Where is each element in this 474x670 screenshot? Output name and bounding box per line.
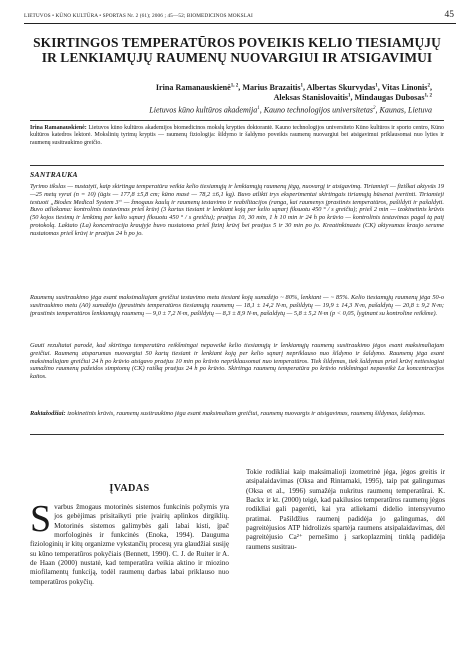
keywords-label: Raktažodžiai: <box>30 410 66 417</box>
author-affiliation-mark: 1, 2 <box>424 93 432 99</box>
intro-right-column <box>246 468 445 552</box>
abstract-heading: SANTRAUKA <box>30 170 78 179</box>
author-name: Irina Ramanauskienė <box>155 83 231 92</box>
intro-right-text: Tokie rodikliai kaip maksimalioji izometrinė jėga, jėgos greitis ir atsipalaidavimas (Oksa and Rintamaki, 1995), taip pat galingumas (Oksa et al., 1996) sumažėja nukritus raumenų temperatūrai. K. Backx ir kt. (2000) teigė, kad pakilusios temperatūros raumenų jėgos rodikliai gali pagerėti, kai yra atliekami didelio intensyvumo pratimai. Pašildžius raumenį padidėja jo galingumas, dėl pagreitėjusios ATP hidrolizės spartėja raumens atsipalaidavimas, dėl pagreitėjusio Ca²⁺ pernešimo į sarkoplazminį tinklą padidėja raumens susitrau- <box>246 468 445 551</box>
author-affiliation-mark: 1, 2 <box>230 83 239 89</box>
drop-cap: S <box>30 498 52 540</box>
author-line-1: Irina Ramanauskienė$^{1, 2}$, Marius Brazaitis$^1$, Albertas Skurvydas$^1$, Vitas Linonis$^2$, <box>155 83 432 92</box>
author-address <box>30 125 444 147</box>
intro-heading: ĮVADAS <box>109 483 150 494</box>
author-name: Vitas Linonis <box>381 83 428 92</box>
author-affiliation-mark: 1 <box>375 83 378 89</box>
affiliation-mark: 1 <box>257 106 260 111</box>
abstract-paragraph-3: Gauti rezultatai parodė, kad skirtinga temperatūra reikšmingai nepaveikė kelio tiesiamųjų ir lenkiamųjų raumenų susitraukimo jėgos esant maksimaliajam greičiui. Raumenų atsparumas nuovargiui 50 kartų tiesiant ir lenkiant koją per kelio sąnarį nepriklauso nuo šildymo ir šaldymo. Raumenų jėga esant maksimaliajam greičiui 24 h po krūvio atsigavo praėjus 10 min po krūvio nepriklausomai nuo temperatūros. Tiek šildymas, tiek šaldymas prieš krūvį netiesiogiai sumažino raumenų pažeidos simptomų (CK) raišką praėjus 24 h po krūvio. Skirtinga raumenų temperatūra po krūvio reikšmingai nepaveikė La koncentracijos kaitos. <box>30 342 444 380</box>
section-rule <box>30 434 444 435</box>
author-name: Albertas Skurvydas <box>306 83 376 92</box>
keywords-text: izokinetinis krūvis, raumenų susitraukimo jėga esant maksimaliam greičiui, raumenų nuovargis ir atsigavimas, raumenų šildymas, šaldymas. <box>65 410 426 417</box>
intro-left-text: varbus žmogaus motorinės sistemos funkcinis požymis yra jos gebėjimas prisitaikyti prie įvairių aplinkos dirgiklių. Motorinės sistemos galimybės gali labai kisti, įpač morfologinės ir funkcinės (Enoka, 1994). Dauguma fiziologinių ir kitų organizme vykstančių procesų yra glaudžiai susiję su kūno temperatūros pokyčiais (Bennett, 1990). C. J. de Ruiter ir A. de Haan (2000) nustatė, kad temperatūra veikia aktino ir miozino miofilamentų funkciją, todėl raumenų darbas labai priklauso nuo temperatūros pokyčių. <box>30 503 229 586</box>
address-lead: Irina Ramanauskienė: <box>30 125 87 131</box>
abstract-paragraph-1: Tyrimo tikslas — nustatyti, kaip skirtinga temperatūra veikia kelio tiesiamųjų ir lenkiamųjų raumenų jėgą, nuovargį ir atsigavimą. Tiriamieji — fiziškai aktyvūs 19—25 metų vyrai (n = 10) (ūgis — 177,8 ±5,8 cm; kūno masė — 78,2 ±6,1 kg). Buvo atlikti trys eksperimentai skirtingais tiriamųjų būsenai įvertinti. Tiriamieji testuoti „Biodex Medical System 3“ — žmogaus kaulų ir raumenų testavimo ir reabilitacijos (ranga, kai raumenys įprastinės temperatūros, pašildyti ir pašaldyti. Buvo atliekama: kontrolinis testavimas prieš krūvį (3 kartus tiesiant ir lenkiant koją per kelio sąnarį fiksuotu 450 ° / s greičiu); prieš 2 min — izokinetinis krūvis (50 kojos tiesimų ir lenkimų per kelio sąnarį fiksuotu 450 ° / s greičiu); praėjus 10, 30 min, 1 h 10 min ir 24 h po krūvio — kontrolinis testavimas pagal tą patį protokolą. Laktato (La) koncentracija kraujyje buvo nustatoma prieš fizinį krūvį bei praėjus 5 ir 30 min po jo. Kreatinkinazės (CK) aktyvumas kraujo serume nustatomas prieš krūvį ir praėjus 24 h po jo. <box>30 183 444 237</box>
affiliation-mark: 2 <box>373 106 376 111</box>
author-line-2: Aleksas Stanislovaitis$^1$, Mindaugas Dubosas$^{1, 2}$ <box>273 93 432 103</box>
author-name: Marius Brazaitis <box>242 83 301 92</box>
author-affiliation-mark: 1 <box>348 93 351 99</box>
article-title: SKIRTINGOS TEMPERATŪROS POVEIKIS KELIO TIESIAMŲJŲ IR LENKIAMŲJŲ RAUMENŲ NUOVARGIUI IR ATSIGAVIMUI <box>33 35 441 65</box>
keywords <box>30 410 444 418</box>
author-affiliation-mark: 2 <box>427 83 430 89</box>
header-rule <box>24 23 456 24</box>
section-rule <box>30 120 444 121</box>
author-name: Mindaugas Dubosas <box>354 93 425 103</box>
author-affiliation-mark: 1 <box>300 83 304 89</box>
page-number: 45 <box>444 10 454 20</box>
section-rule <box>30 165 444 166</box>
intro-left-column <box>30 498 229 587</box>
affiliation: Lietuvos kūno kultūros akademija$^1$, Kauno technologijos universitetas$^2$, Kaunas, Lietuva <box>149 105 432 115</box>
author-name: Aleksas Stanislovaitis <box>273 93 348 103</box>
abstract-paragraph-2: Raumenų susitraukimo jėga esant maksimaliajam greičiui testavimo metu tiesiant koją sumažėjo ~ 80%, lenkiant — ~ 85%. Kelio tiesiamųjų raumenų jėga 50-o susitraukimo metu (A0) sumažėjo (įprastinės temperatūros tiesiamųjų raumenų — 18,1 ± 14,2 N·m, pašildytų — 19,9 ± 14,3 N·m, pašaldytų — 20,8 ± 9,2 N·m; įprastinės temperatūros lenkiamųjų raumenų — 9,0 ± 7,2 N·m, pašildytų — 8,3 ± 8,9 N·m, pašaldytų — 5,8 ± 5,2 N·m (p < 0,05, lyginant su kontroline reikšme). <box>30 294 444 317</box>
journal-running-head: LIETUVOS • KŪNO KULTŪRA • SPORTAS Nr. 2 (61); 2006 ; 45—52; BIOMEDICINOS MOKSLAI <box>24 13 253 19</box>
author-list <box>40 83 432 104</box>
address-text: Lietuvos kūno kultūros akademijos biomedicinos mokslų krypties doktorantė. Kauno technologijos universiteto Kūno kultūros ir sporto centro, Kūno kultūros katedros lektorė. Mokslinių tyrimų kryptis — raumenų fiziologija: šildymo ir šaldymo poveikis raumenų nuovargiui bei atsigavimui priklausomai nuo lyties ir raumenų susitraukimo greičio. <box>30 125 444 146</box>
